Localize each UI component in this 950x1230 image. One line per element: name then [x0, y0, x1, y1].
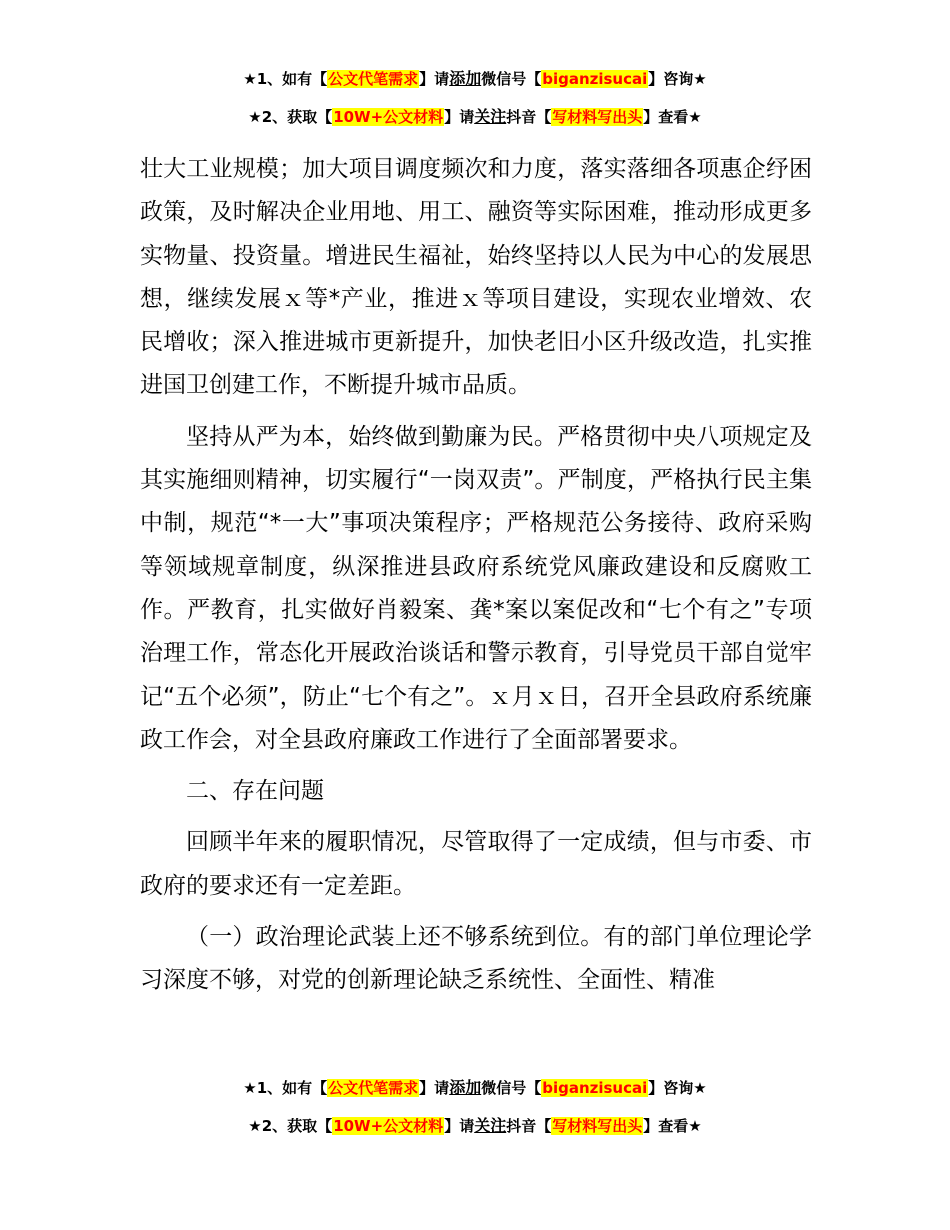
document-body: [140, 148, 812, 1003]
highlight-materials: 10W+公文材料: [333, 1117, 444, 1135]
underlined-add: 添加: [449, 69, 482, 88]
highlight-writing-service: 公文代笔需求: [328, 1079, 419, 1097]
section-heading: 二、存在问题: [186, 778, 324, 805]
banner-text: 】请: [419, 1079, 450, 1097]
paragraph-strict-discipline: 坚持从严为本，始终做到勤廉为民。严格贯彻中央八项规定及其实施细则精神，切实履行“一岗双责”。严制度，严格执行民主集中制，规范“*一大”事项决策程序；严格规范公务接待、政府采购等领域规章制度，纵深推进县政府系统党风廉政建设和反腐败工作。严教育，扎实做好肖毅案、龚*案以案促改和“七个有之”专项治理工作，常态化开展政治谈话和警示教育，引导党员干部自觉牢记“五个必须”，防止“七个有之”。ｘ月ｘ日，召开全县政府系统廉政工作会，对全县政府廉政工作进行了全面部署要求。: [140, 423, 812, 753]
banner-text: 】请: [419, 70, 450, 88]
underlined-add: 添加: [449, 1078, 482, 1097]
paragraph-review: 回顾半年来的履职情况，尽管取得了一定成绩，但与市委、市政府的要求还有一定差距。: [140, 829, 812, 899]
banner-text: 抖音【: [506, 108, 552, 126]
banner-text: 】咨询★: [648, 1079, 707, 1097]
underlined-follow: 关注: [474, 107, 507, 126]
banner-text: 】咨询★: [648, 70, 707, 88]
banner-text: ★1、如有【: [243, 1079, 328, 1097]
top-banner-line-1: [0, 68, 950, 90]
paragraph-continuation: 壮大工业规模；加大项目调度频次和力度，落实落细各项惠企纾困政策，及时解决企业用地、用工、融资等实际困难，推动形成更多实物量、投资量。增进民生福祉，始终坚持以人民为中心的发展思想，继续发展ｘ等*产业，推进ｘ等项目建设，实现农业增效、农民增收；深入推进城市更新提升，加快老旧小区升级改造，扎实推进国卫创建工作，不断提升城市品质。: [140, 156, 812, 399]
underlined-follow: 关注: [474, 1116, 507, 1135]
banner-text: 】请: [444, 1117, 475, 1135]
banner-text: 微信号【: [481, 1079, 542, 1097]
paragraph-issue-one: （一）政治理论武装上还不够系统到位。有的部门单位理论学习深度不够，对党的创新理论缺乏系统性、全面性、精准: [140, 924, 812, 994]
highlight-douyin-account: 写材料写出头: [552, 1117, 643, 1135]
banner-text: 】请: [444, 108, 475, 126]
highlight-douyin-account: 写材料写出头: [552, 108, 643, 126]
banner-text: ★1、如有【: [243, 70, 328, 88]
highlight-wechat-id: biganzisucai: [542, 70, 648, 88]
banner-text: 】查看★: [643, 108, 702, 126]
highlight-wechat-id: biganzisucai: [542, 1079, 648, 1097]
bottom-banner-line-2: [0, 1115, 950, 1137]
banner-text: ★2、获取【: [248, 1117, 333, 1135]
top-banner-line-2: [0, 106, 950, 128]
banner-text: 抖音【: [506, 1117, 552, 1135]
highlight-materials: 10W+公文材料: [333, 108, 444, 126]
banner-text: ★2、获取【: [248, 108, 333, 126]
banner-text: 微信号【: [481, 70, 542, 88]
bottom-banner-line-1: [0, 1077, 950, 1099]
banner-text: 】查看★: [643, 1117, 702, 1135]
highlight-writing-service: 公文代笔需求: [328, 70, 419, 88]
